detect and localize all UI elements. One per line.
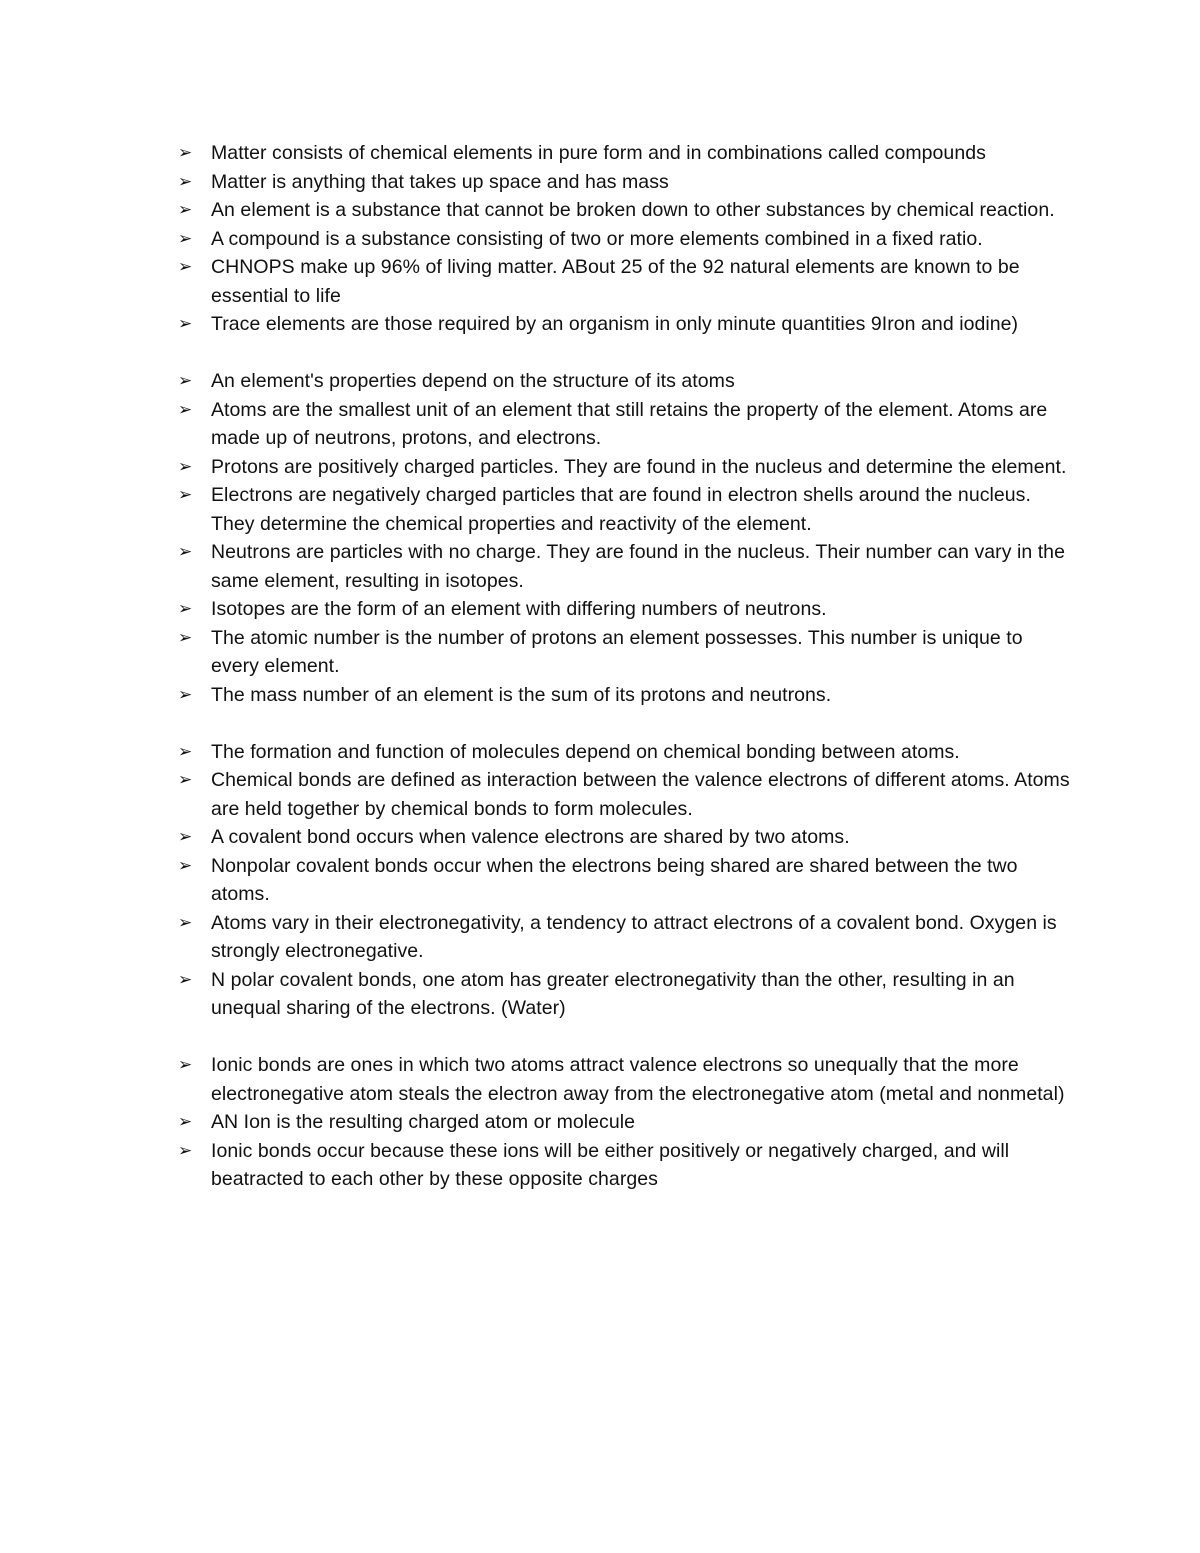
arrowhead-bullet-icon: ➢: [178, 969, 193, 990]
list-item: [178, 253, 1070, 310]
list-item-text: Ionic bonds are ones in which two atoms attract valence electrons so unequally that the more electronegative atom steals the electron away from the electronegative atom (metal and nonmetal): [211, 1054, 1065, 1105]
list-item-text: The atomic number is the number of protons an element possesses. This number is unique to every element.: [211, 626, 1023, 677]
arrowhead-bullet-icon: ➢: [178, 912, 193, 933]
list-item-text: The formation and function of molecules depend on chemical bonding between atoms.: [211, 740, 960, 763]
arrowhead-bullet-icon: ➢: [178, 371, 193, 391]
list-item-text: Protons are positively charged particles. They are found in the nucleus and determine the element.: [211, 455, 1067, 478]
list-item-text: An element is a substance that cannot be broken down to other substances by chemical reaction.: [211, 199, 1055, 221]
list-item: [178, 595, 1070, 624]
list-item: [178, 453, 1070, 482]
arrowhead-bullet-icon: ➢: [178, 542, 193, 562]
list-item: [178, 738, 1070, 767]
arrowhead-bullet-icon: ➢: [178, 143, 193, 163]
arrowhead-bullet-icon: ➢: [178, 485, 193, 505]
list-item: [178, 909, 1070, 966]
list-item: [178, 966, 1070, 1023]
list-item: [178, 538, 1070, 595]
list-item-text: AN Ion is the resulting charged atom or molecule: [211, 1111, 636, 1133]
list-item: [178, 823, 1070, 852]
list-item: [178, 1108, 1070, 1137]
list-item-text: The mass number of an element is the sum of its protons and neutrons.: [211, 683, 832, 706]
list-item: [178, 1137, 1070, 1194]
list-item: [178, 168, 1070, 197]
list-item-text: An element's properties depend on the structure of its atoms: [211, 370, 735, 392]
list-item: [178, 225, 1070, 254]
list-item: [178, 396, 1070, 453]
list-item-text: Neutrons are particles with no charge. They are found in the nucleus. Their number can vary in the same element, resulting in isotopes.: [211, 541, 1065, 592]
list-item: [178, 852, 1070, 909]
list-item-text: Ionic bonds occur because these ions will be either positively or negatively charged, and will beatracted to each other by these opposite charges: [211, 1139, 1010, 1190]
list-item-text: Matter is anything that takes up space and has mass: [211, 170, 669, 193]
list-item: [178, 139, 1070, 168]
list-item: [178, 624, 1070, 681]
list-item-text: A covalent bond occurs when valence electrons are shared by two atoms.: [211, 826, 850, 848]
arrowhead-bullet-icon: ➢: [178, 228, 193, 249]
list-item-text: N polar covalent bonds, one atom has greater electronegativity than the other, resulting in an unequal sharing of the electrons. (Water): [211, 968, 1015, 1019]
list-item: [178, 310, 1070, 339]
list-item: [178, 681, 1070, 710]
list-item-text: Trace elements are those required by an organism in only minute quantities 9Iron and iodine): [211, 313, 1019, 335]
arrowhead-bullet-icon: ➢: [178, 827, 193, 847]
arrowhead-bullet-icon: ➢: [178, 456, 193, 477]
bullet-list-section: [178, 367, 1070, 709]
bullet-list-section: [178, 1051, 1070, 1194]
list-item: [178, 766, 1070, 823]
list-item-text: A compound is a substance consisting of two or more elements combined in a fixed ratio.: [211, 227, 983, 250]
list-item-text: Atoms vary in their electronegativity, a tendency to attract electrons of a covalent bond. Oxygen is strongly electronegative.: [211, 911, 1057, 962]
list-item: [178, 196, 1070, 225]
arrowhead-bullet-icon: ➢: [178, 399, 193, 420]
arrowhead-bullet-icon: ➢: [178, 171, 193, 192]
arrowhead-bullet-icon: ➢: [178, 1112, 193, 1132]
arrowhead-bullet-icon: ➢: [178, 1140, 193, 1161]
arrowhead-bullet-icon: ➢: [178, 1055, 193, 1075]
arrowhead-bullet-icon: ➢: [178, 257, 193, 277]
list-item: [178, 481, 1070, 538]
arrowhead-bullet-icon: ➢: [178, 684, 193, 705]
list-item: [178, 1051, 1070, 1108]
list-item-text: Chemical bonds are defined as interaction between the valence electrons of different atoms. Atoms are held together by chemical bonds to form molecules.: [211, 769, 1070, 820]
arrowhead-bullet-icon: ➢: [178, 200, 193, 220]
arrowhead-bullet-icon: ➢: [178, 599, 193, 619]
list-item-text: Electrons are negatively charged particles that are found in electron shells around the nucleus. They determine the chemical properties and reactivity of the element.: [211, 484, 1031, 535]
list-item-text: Atoms are the smallest unit of an element that still retains the property of the element. Atoms are made up of neutrons, protons, and electrons.: [211, 398, 1048, 449]
arrowhead-bullet-icon: ➢: [178, 770, 193, 790]
bullet-list-section: [178, 738, 1070, 1023]
arrowhead-bullet-icon: ➢: [178, 314, 193, 334]
list-item-text: Isotopes are the form of an element with differing numbers of neutrons.: [211, 598, 827, 620]
list-item-text: CHNOPS make up 96% of living matter. ABout 25 of the 92 natural elements are known to be essential to life: [211, 256, 1020, 307]
arrowhead-bullet-icon: ➢: [178, 855, 193, 876]
bullet-list-section: [178, 139, 1070, 339]
list-item-text: Nonpolar covalent bonds occur when the electrons being shared are shared between the two atoms.: [211, 854, 1018, 905]
list-item-text: Matter consists of chemical elements in pure form and in combinations called compounds: [211, 142, 986, 164]
list-item: [178, 367, 1070, 396]
arrowhead-bullet-icon: ➢: [178, 627, 193, 648]
arrowhead-bullet-icon: ➢: [178, 741, 193, 762]
